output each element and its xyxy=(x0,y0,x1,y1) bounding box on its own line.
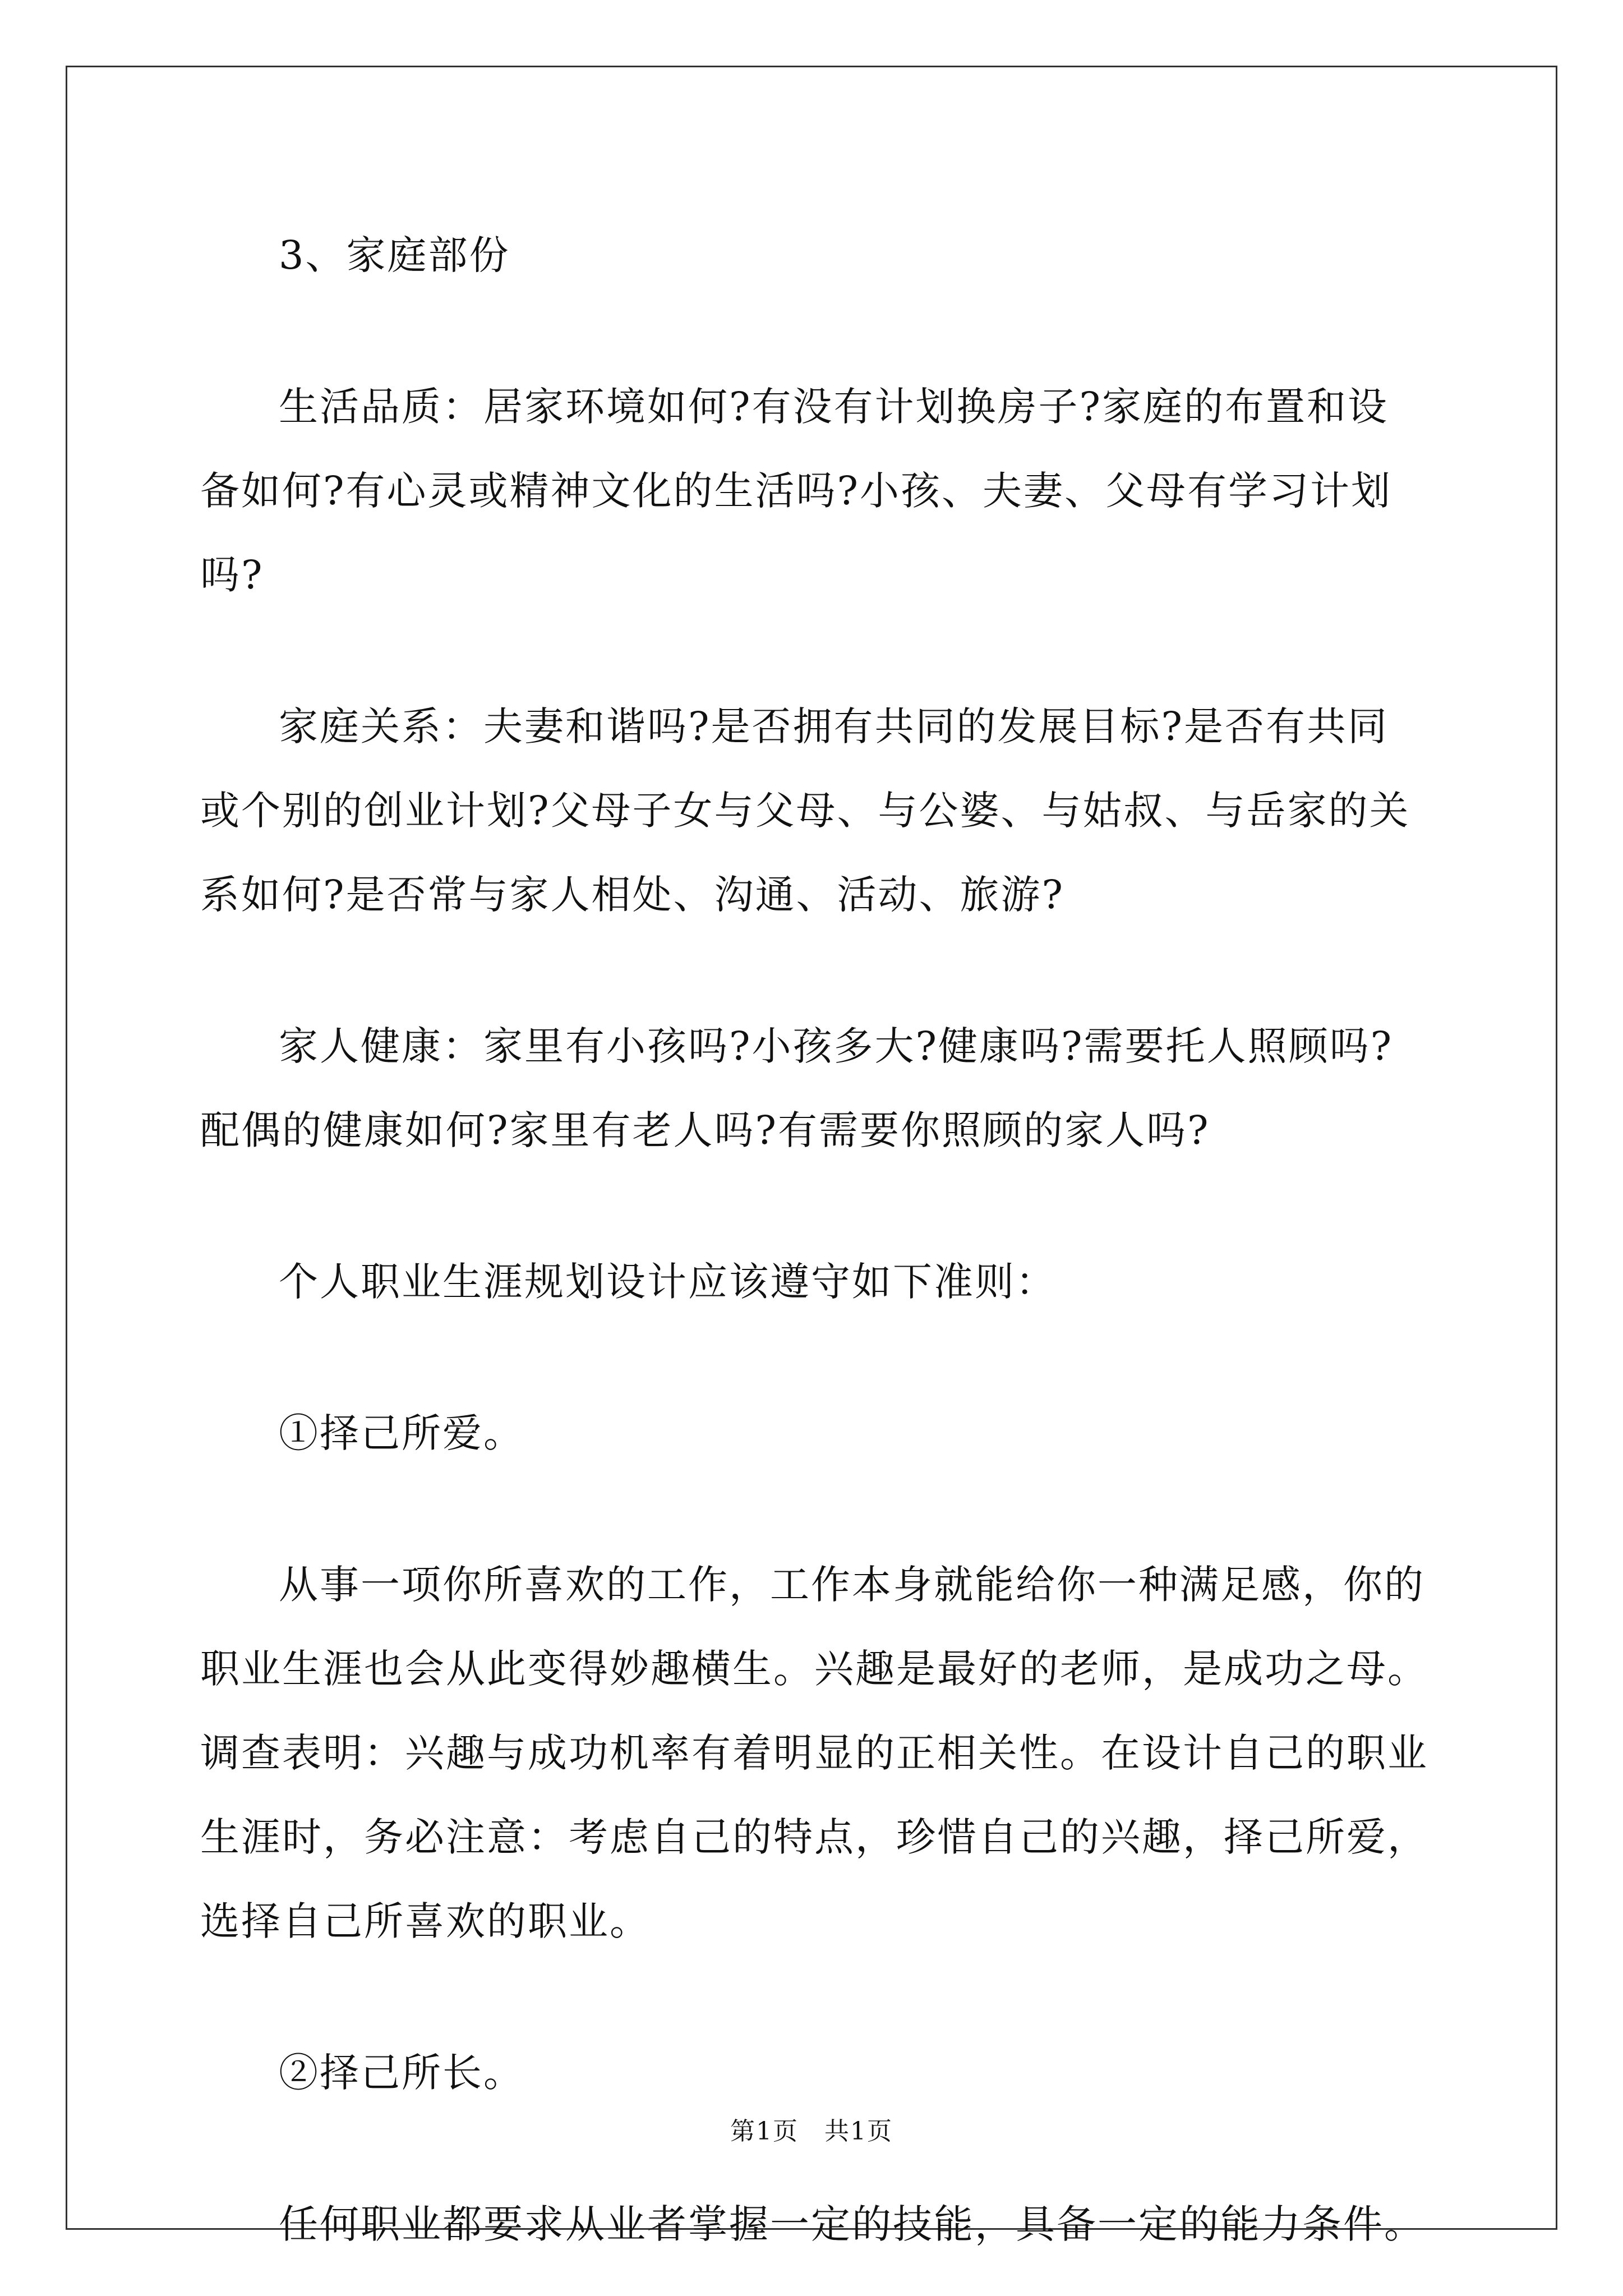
principle-1-heading: ①择己所爱。 xyxy=(279,1410,524,1456)
document-body xyxy=(200,213,1428,2266)
page-footer: 第1页 共1页 xyxy=(730,2117,893,2146)
paragraph-family-relations: 家庭关系：夫妻和谐吗?是否拥有共同的发展目标?是否有共同或个别的创业计划?父母子女与父母、与公婆、与姑叔、与岳家的关系如何?是否常与家人相处、沟通、活动、旅游? xyxy=(200,703,1410,918)
paragraph-principles-intro: 个人职业生涯规划设计应该遵守如下准则： xyxy=(279,1259,1057,1305)
paragraph-life-quality: 生活品质：居家环境如何?有没有计划换房子?家庭的布置和设备如何?有心灵或精神文化的生活吗?小孩、夫妻、父母有学习计划吗? xyxy=(200,384,1393,598)
section-heading: 3、家庭部份 xyxy=(279,232,510,278)
paragraph-principle-1: 从事一项你所喜欢的工作，工作本身就能给你一种满足感，你的职业生涯也会从此变得妙趣横生。兴趣是最好的老师，是成功之母。调查表明：兴趣与成功机率有着明显的正相关性。在设计自己的职业生涯时，务必注意：考虑自己的特点，珍惜自己的兴趣，择己所爱，选择自己所喜欢的职业。 xyxy=(200,1562,1428,1944)
paragraph-principle-2: 任何职业都要求从业者掌握一定的技能，具备一定的能力条件。 xyxy=(279,2201,1425,2247)
principle-2-heading: ②择己所长。 xyxy=(279,2050,524,2096)
paragraph-family-health: 家人健康：家里有小孩吗?小孩多大?健康吗?需要托人照顾吗?配偶的健康如何?家里有老人吗?有需要你照顾的家人吗? xyxy=(200,1023,1394,1153)
